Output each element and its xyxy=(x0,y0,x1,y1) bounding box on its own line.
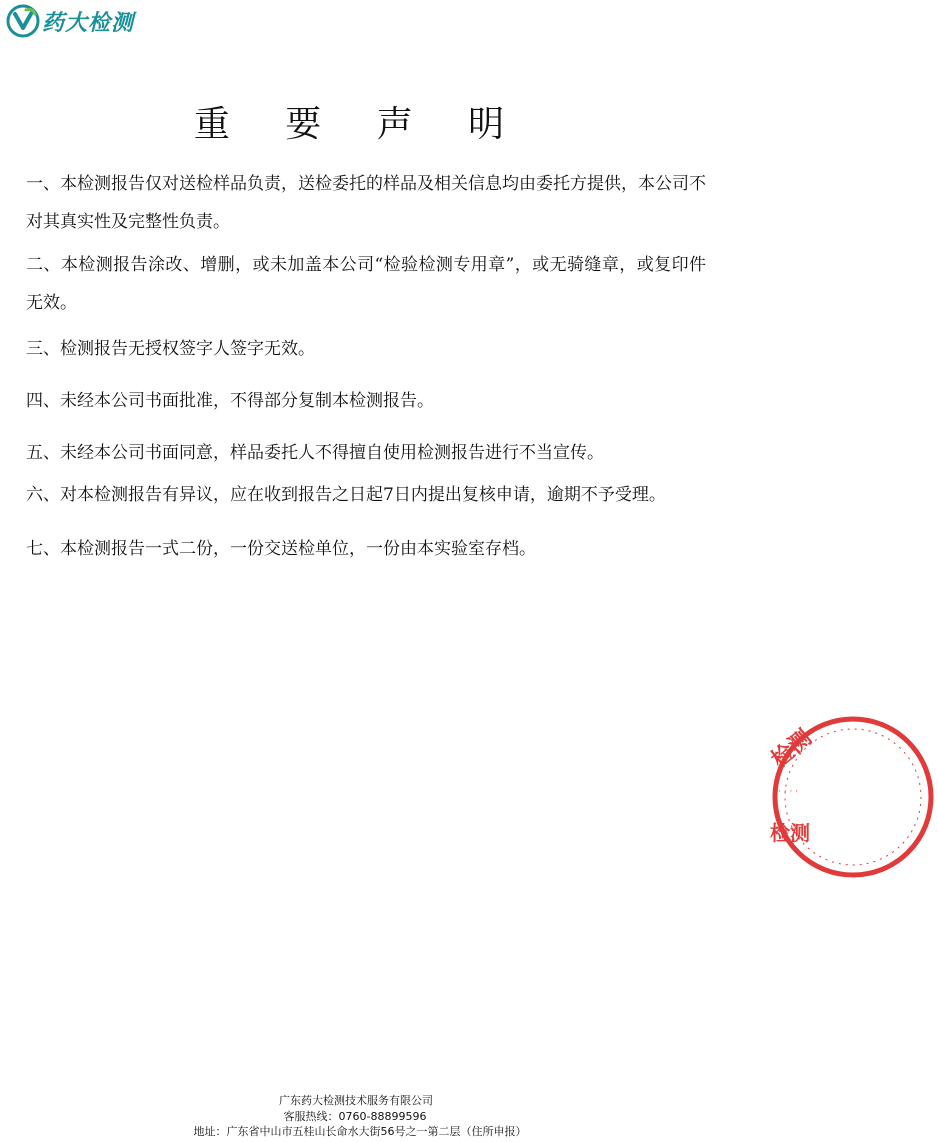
statement-item-2: 二、本检测报告涂改、增删，或未加盖本公司“检验检测专用章”，或无骑缝章，或复印件无效。 xyxy=(26,255,706,313)
statement-item-1: 一、本检测报告仅对送检样品负责，送检委托的样品及相关信息均由委托方提供，本公司不对其真实性及完整性负责。 xyxy=(26,174,706,232)
svg-text:检测: 检测 xyxy=(770,821,810,845)
statement-item-3: 三、检测报告无授权签字人签字无效。 xyxy=(26,339,315,359)
footer-company: 广东药大检测技术服务有限公司 xyxy=(279,1094,433,1107)
footer-hotline: 客服热线：0760-88899596 xyxy=(283,1109,427,1123)
statement-item-6: 六、对本检测报告有异议，应在收到报告之日起7日内提出复核申请，逾期不予受理。 xyxy=(26,485,666,505)
statement-item-4: 四、未经本公司书面批准，不得部分复制本检测报告。 xyxy=(26,391,434,411)
page-footer xyxy=(0,1093,800,1140)
logo-mark-icon xyxy=(6,4,40,38)
page-title: 重 要 声 明 xyxy=(193,104,527,145)
official-seal-stamp xyxy=(768,712,938,882)
svg-text:· · · ·: · · · · xyxy=(778,787,799,797)
company-logo xyxy=(6,4,134,38)
svg-text:检测: 检测 xyxy=(766,725,817,773)
footer-address: 地址：广东省中山市五桂山长命水大街56号之一第二层（住所申报） xyxy=(193,1125,527,1138)
statement-item-5: 五、未经本公司书面同意，样品委托人不得擅自使用检测报告进行不当宣传。 xyxy=(26,443,604,463)
statement-item-7: 七、本检测报告一式二份，一份交送检单位，一份由本实验室存档。 xyxy=(26,539,536,559)
logo-text: 药大检测 xyxy=(42,10,135,36)
